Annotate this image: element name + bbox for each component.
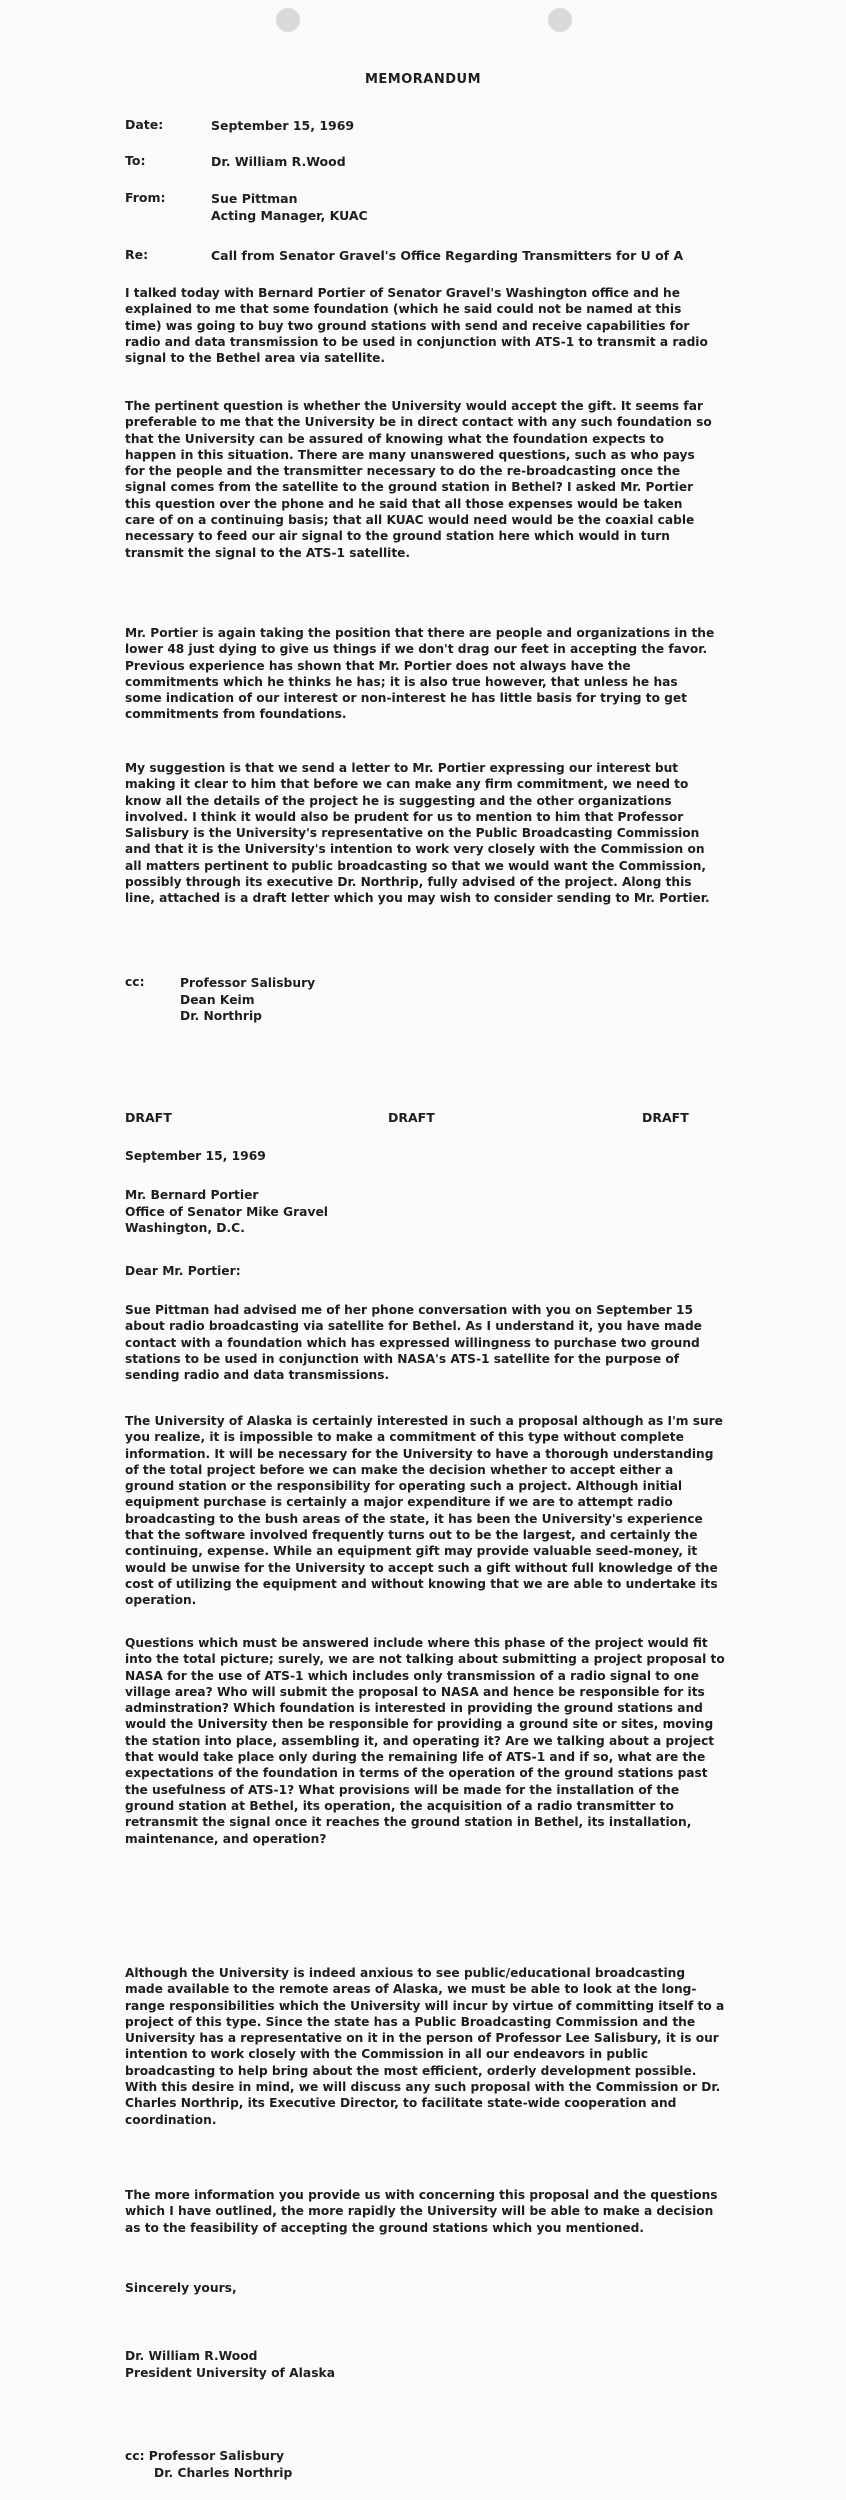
memo-cc-item: Dean Keim bbox=[180, 992, 255, 1007]
memo-to: Dr. William R.Wood bbox=[211, 154, 346, 169]
address-line: Washington, D.C. bbox=[125, 1221, 245, 1235]
closing: Sincerely yours, bbox=[125, 2281, 237, 2295]
memo-title: MEMORANDUM bbox=[364, 72, 482, 87]
from-label: From: bbox=[125, 190, 166, 205]
memo-paragraph: My suggestion is that we send a letter to Mr. Portier expressing our interest but making it clear to him that before we can make any firm commitment, we need to know all the details of the project he is suggesting and the other organizations involved. I think it would also be prudent for us to mention to him that Professor Salisbury is the University's representative on the Public Broadcasting Commission and that it is the University's intention to work very closely with the Commission on all matters pertinent to public broadcasting so that we would want the Commission, possibly through its executive Dr. Northrip, fully advised of the project. Along this line, attached is a draft letter which you may wish to consider sending to Mr. Portier. bbox=[125, 761, 710, 906]
draft-letter-page-2 bbox=[0, 1955, 846, 2500]
memo-paragraph: The pertinent question is whether the University would accept the gift. It seems far preferable to me that the University be in direct contact with any such foundation so that the University can be assured of knowing what the foundation expects to happen in this situation. There are many unanswered questions, such as who pays for the people and the transmitter necessary to do the re-broadcasting once the signal comes from the satellite to the ground station in Bethel? I asked Mr. Portier this question over the phone and he said that all those expenses would be taken care of on a continuing basis; that all KUAC would need would be the coaxial cable necessary to feed our air signal to the ground station here which would in turn transmit the signal to the ATS-1 satellite. bbox=[125, 399, 712, 560]
letter-cc-line: cc: Professor Salisbury bbox=[125, 2449, 284, 2463]
letter-date: September 15, 1969 bbox=[125, 1149, 266, 1163]
letter-paragraph: Questions which must be answered include where this phase of the project would fit into the total picture; surely, we are not talking about submitting a project proposal to NASA for the use of ATS-1 which includes only transmission of a radio signal to one village area? Who will submit the proposal to NASA and hence be responsible for its adminstration? Which foundation is interested in providing the ground stations and would the University then be responsible for providing a ground site or sites, moving the station into place, assembling it, and operating it? Are we talking about a project that would take place only during the remaining life of ATS-1 and if so, what are the expectations of the foundation in terms of the operation of the ground stations past the usefulness of ATS-1? What provisions will be made for the installation of the ground station at Bethel, its operation, the acquisition of a radio transmitter to retransmit the signal once it reaches the ground station in Bethel, its installation, maintenance, and operation? bbox=[125, 1636, 725, 1846]
letter-paragraph: The University of Alaska is certainly interested in such a proposal although as I'm sure you realize, it is impossible to make a commitment of this type without complete information. It will be necessary for the University to have a thorough understanding of the total project before we can make the decision whether to accept either a ground station or the responsibility for operating such a project. Although initial equipment purchase is certainly a major expenditure if we are to attempt radio broadcasting to the bush areas of the state, it has been the University's experience that the software involved frequently turns out to be the largest, and certainly the continuing, expense. While an equipment gift may provide valuable seed-money, it would be unwise for the University to accept such a gift without full knowledge of the cost of utilizing the equipment and without knowing that we are able to undertake its operation. bbox=[125, 1414, 723, 1608]
draft-letter-page-1 bbox=[0, 1080, 846, 1955]
re-label: Re: bbox=[125, 247, 149, 262]
memo-cc-list bbox=[180, 975, 315, 1025]
letter-cc bbox=[125, 2448, 292, 2481]
letter-paragraph: Although the University is indeed anxious to see public/educational broadcasting made available to the remote areas of Alaska, we must be able to look at the long-range responsibilities which the University will incur by virtue of committing itself to a project of this type. Since the state has a Public Broadcasting Commission and the University has a representative on it in the person of Professor Lee Salisbury, it is our intention to work closely with the Commission in all our endeavors in public broadcasting to help bring about the most efficient, orderly development possible. With this desire in mind, we will discuss any such proposal with the Commission or Dr. Charles Northrip, its Executive Director, to facilitate state-wide cooperation and coordination. bbox=[125, 1966, 725, 2127]
memo-page bbox=[0, 0, 846, 1080]
memo-cc-item: Professor Salisbury bbox=[180, 976, 316, 990]
draft-marker-right: DRAFT bbox=[642, 1110, 689, 1125]
memo-cc-label: cc: bbox=[125, 975, 145, 989]
draft-marker-center: DRAFT bbox=[388, 1110, 435, 1125]
signer-title: President University of Alaska bbox=[125, 2365, 335, 2380]
address-line: Mr. Bernard Portier bbox=[125, 1188, 259, 1202]
letter-paragraph: Sue Pittman had advised me of her phone conversation with you on September 15 about radio broadcasting via satellite for Bethel. As I understand it, you have made contact with a foundation which has expressed willingness to purchase two ground stations to be used in conjunction with NASA's ATS-1 satellite for the purpose of sending radio and data transmissions. bbox=[125, 1303, 702, 1383]
to-label: To: bbox=[125, 153, 146, 168]
memo-date: September 15, 1969 bbox=[211, 118, 355, 133]
punch-hole bbox=[548, 8, 572, 32]
punch-hole bbox=[276, 8, 300, 32]
recipient-address bbox=[125, 1187, 328, 1237]
letter-paragraph: The more information you provide us with concerning this proposal and the questions which I have outlined, the more rapidly the University will be able to make a decision as to the feasibility of accepting the ground stations which you mentioned. bbox=[125, 2188, 718, 2235]
salutation: Dear Mr. Portier: bbox=[125, 1264, 241, 1278]
date-label: Date: bbox=[125, 117, 164, 132]
draft-marker-left: DRAFT bbox=[125, 1110, 172, 1125]
signer-name: Dr. William R.Wood bbox=[125, 2349, 258, 2363]
memo-cc-item: Dr. Northrip bbox=[180, 1009, 262, 1023]
memo-from-title: Acting Manager, KUAC bbox=[211, 208, 368, 223]
memo-from-name: Sue Pittman bbox=[211, 191, 298, 206]
memo-subject: Call from Senator Gravel's Office Regarding Transmitters for U of A bbox=[211, 248, 684, 263]
letter-cc-line: Dr. Charles Northrip bbox=[154, 2465, 293, 2480]
memo-from-block bbox=[211, 190, 368, 224]
memo-paragraph: Mr. Portier is again taking the position that there are people and organizations in the lower 48 just dying to give us things if we don't drag our feet in accepting the favor. Previous experience has shown that Mr. Portier does not always have the commitments which he thinks he has; it is also true however, that unless he has some indication of our interest or non-interest he has little basis for trying to get commitments from foundations. bbox=[125, 626, 715, 722]
address-line: Office of Senator Mike Gravel bbox=[125, 1204, 329, 1219]
memo-paragraph: I talked today with Bernard Portier of Senator Gravel's Washington office and he explained to me that some foundation (which he said could not be named at this time) was going to buy two ground stations with send and receive capabilities for radio and data transmission to be used in conjunction with ATS-1 to transmit a radio signal to the Bethel area via satellite. bbox=[125, 286, 708, 366]
signature-block bbox=[125, 2348, 335, 2381]
